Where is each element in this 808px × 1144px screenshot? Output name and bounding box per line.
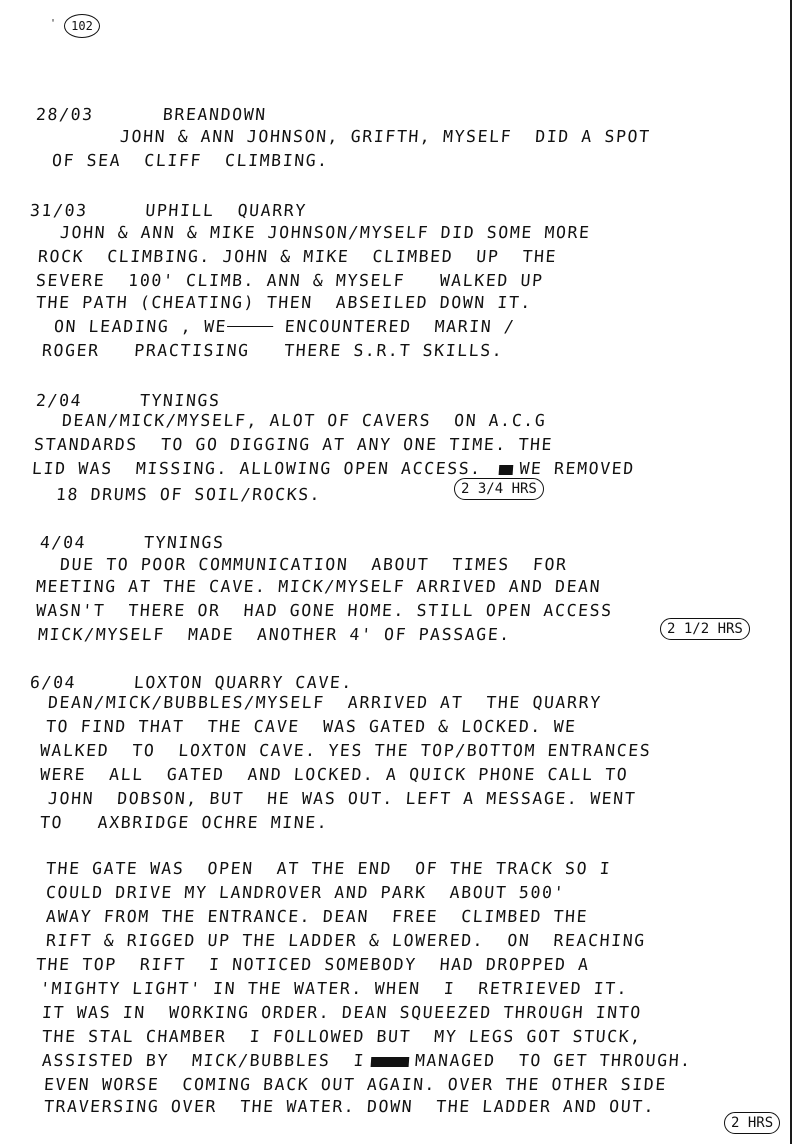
entry-line: COULD DRIVE MY LANDROVER AND PARK ABOUT 500' bbox=[45, 883, 566, 902]
crossed-out-word bbox=[226, 317, 273, 336]
page-edge-line bbox=[790, 0, 792, 1144]
entry-heading: 28/03 BREANDOWN bbox=[35, 105, 268, 124]
tick-mark: ' bbox=[50, 18, 57, 29]
entry-line: 'MIGHTY LIGHT' IN THE WATER. WHEN I RETRIEVED IT. bbox=[39, 979, 629, 998]
entry-heading: 6/04 LOXTON QUARRY CAVE. bbox=[29, 673, 354, 692]
ink-blot bbox=[371, 1057, 410, 1067]
entry-line: STANDARDS TO GO DIGGING AT ANY ONE TIME. THE bbox=[33, 435, 554, 454]
entry-line: ASSISTED BY MICK/BUBBLES I MANAGED TO GET THROUGH. bbox=[41, 1051, 693, 1070]
entry-heading: 2/04 TYNINGS bbox=[35, 391, 222, 410]
duration-badge: 2 1/2 HRS bbox=[660, 618, 750, 640]
entry-line: JOHN & ANN & MIKE JOHNSON/MYSELF DID SOME MORE bbox=[59, 223, 592, 242]
page-number: 102 bbox=[64, 14, 100, 38]
entry-line: OF SEA CLIFF CLIMBING. bbox=[51, 151, 330, 170]
entry-line: DUE TO POOR COMMUNICATION ABOUT TIMES FOR bbox=[59, 555, 569, 574]
entry-line: AWAY FROM THE ENTRANCE. DEAN FREE CLIMBED THE bbox=[45, 907, 589, 926]
entry-line: THE PATH (CHEATING) THEN ABSEILED DOWN IT. bbox=[35, 293, 533, 312]
entry-line: WALKED TO LOXTON CAVE. YES THE TOP/BOTTOM ENTRANCES bbox=[39, 741, 652, 760]
entry-line: JOHN DOBSON, BUT HE WAS OUT. LEFT A MESSAGE. WENT bbox=[47, 789, 637, 808]
entry-line: TRAVERSING OVER THE WATER. DOWN THE LADDER AND OUT. bbox=[43, 1097, 656, 1116]
entry-line: DEAN/MICK/MYSELF, ALOT OF CAVERS ON A.C.G bbox=[61, 411, 548, 430]
entry-line: IT WAS IN WORKING ORDER. DEAN SQUEEZED THROUGH INTO bbox=[41, 1003, 643, 1022]
entry-line: LID WAS MISSING. ALLOWING OPEN ACCESS. WE REMOVED bbox=[31, 459, 636, 478]
entry-line: WERE ALL GATED AND LOCKED. A QUICK PHONE CALL TO bbox=[39, 765, 629, 784]
entry-line: MEETING AT THE CAVE. MICK/MYSELF ARRIVED AND DEAN bbox=[35, 577, 602, 596]
entry-line: ROCK CLIMBING. JOHN & MIKE CLIMBED UP THE bbox=[37, 247, 558, 266]
entry-line: TO FIND THAT THE CAVE WAS GATED & LOCKED. WE bbox=[45, 717, 578, 736]
entry-line: TO AXBRIDGE OCHRE MINE. bbox=[39, 813, 330, 832]
duration-badge: 2 3/4 HRS bbox=[454, 478, 544, 500]
entry-heading: 31/03 UPHILL QUARRY bbox=[29, 201, 308, 220]
entry-line: THE STAL CHAMBER I FOLLOWED BUT MY LEGS GOT STUCK, bbox=[41, 1027, 643, 1046]
entry-line: THE GATE WAS OPEN AT THE END OF THE TRACK SO I bbox=[45, 859, 612, 878]
entry-line: JOHN & ANN JOHNSON, GRIFTH, MYSELF DID A SPOT bbox=[119, 127, 652, 146]
entry-line: EVEN WORSE COMING BACK OUT AGAIN. OVER THE OTHER SIDE bbox=[43, 1075, 668, 1094]
entry-line: THE TOP RIFT I NOTICED SOMEBODY HAD DROPPED A bbox=[35, 955, 591, 974]
entry-line: ON LEADING , WE ENCOUNTERED MARIN / bbox=[53, 317, 517, 336]
ink-blot bbox=[499, 465, 514, 475]
entry-line: DEAN/MICK/BUBBLES/MYSELF ARRIVED AT THE QUARRY bbox=[47, 693, 603, 712]
entry-line: WASN'T THERE OR HAD GONE HOME. STILL OPEN ACCESS bbox=[35, 601, 614, 620]
entry-line: 18 DRUMS OF SOIL/ROCKS. bbox=[55, 485, 322, 504]
entry-line: RIFT & RIGGED UP THE LADDER & LOWERED. ON REACHING bbox=[45, 931, 647, 950]
entry-line: SEVERE 100' CLIMB. ANN & MYSELF WALKED UP bbox=[35, 271, 545, 290]
duration-badge: 2 HRS bbox=[724, 1112, 780, 1134]
entry-line: MICK/MYSELF MADE ANOTHER 4' OF PASSAGE. bbox=[37, 625, 512, 644]
entry-heading: 4/04 TYNINGS bbox=[39, 533, 226, 552]
entry-line: ROGER PRACTISING THERE S.R.T SKILLS. bbox=[41, 341, 505, 360]
